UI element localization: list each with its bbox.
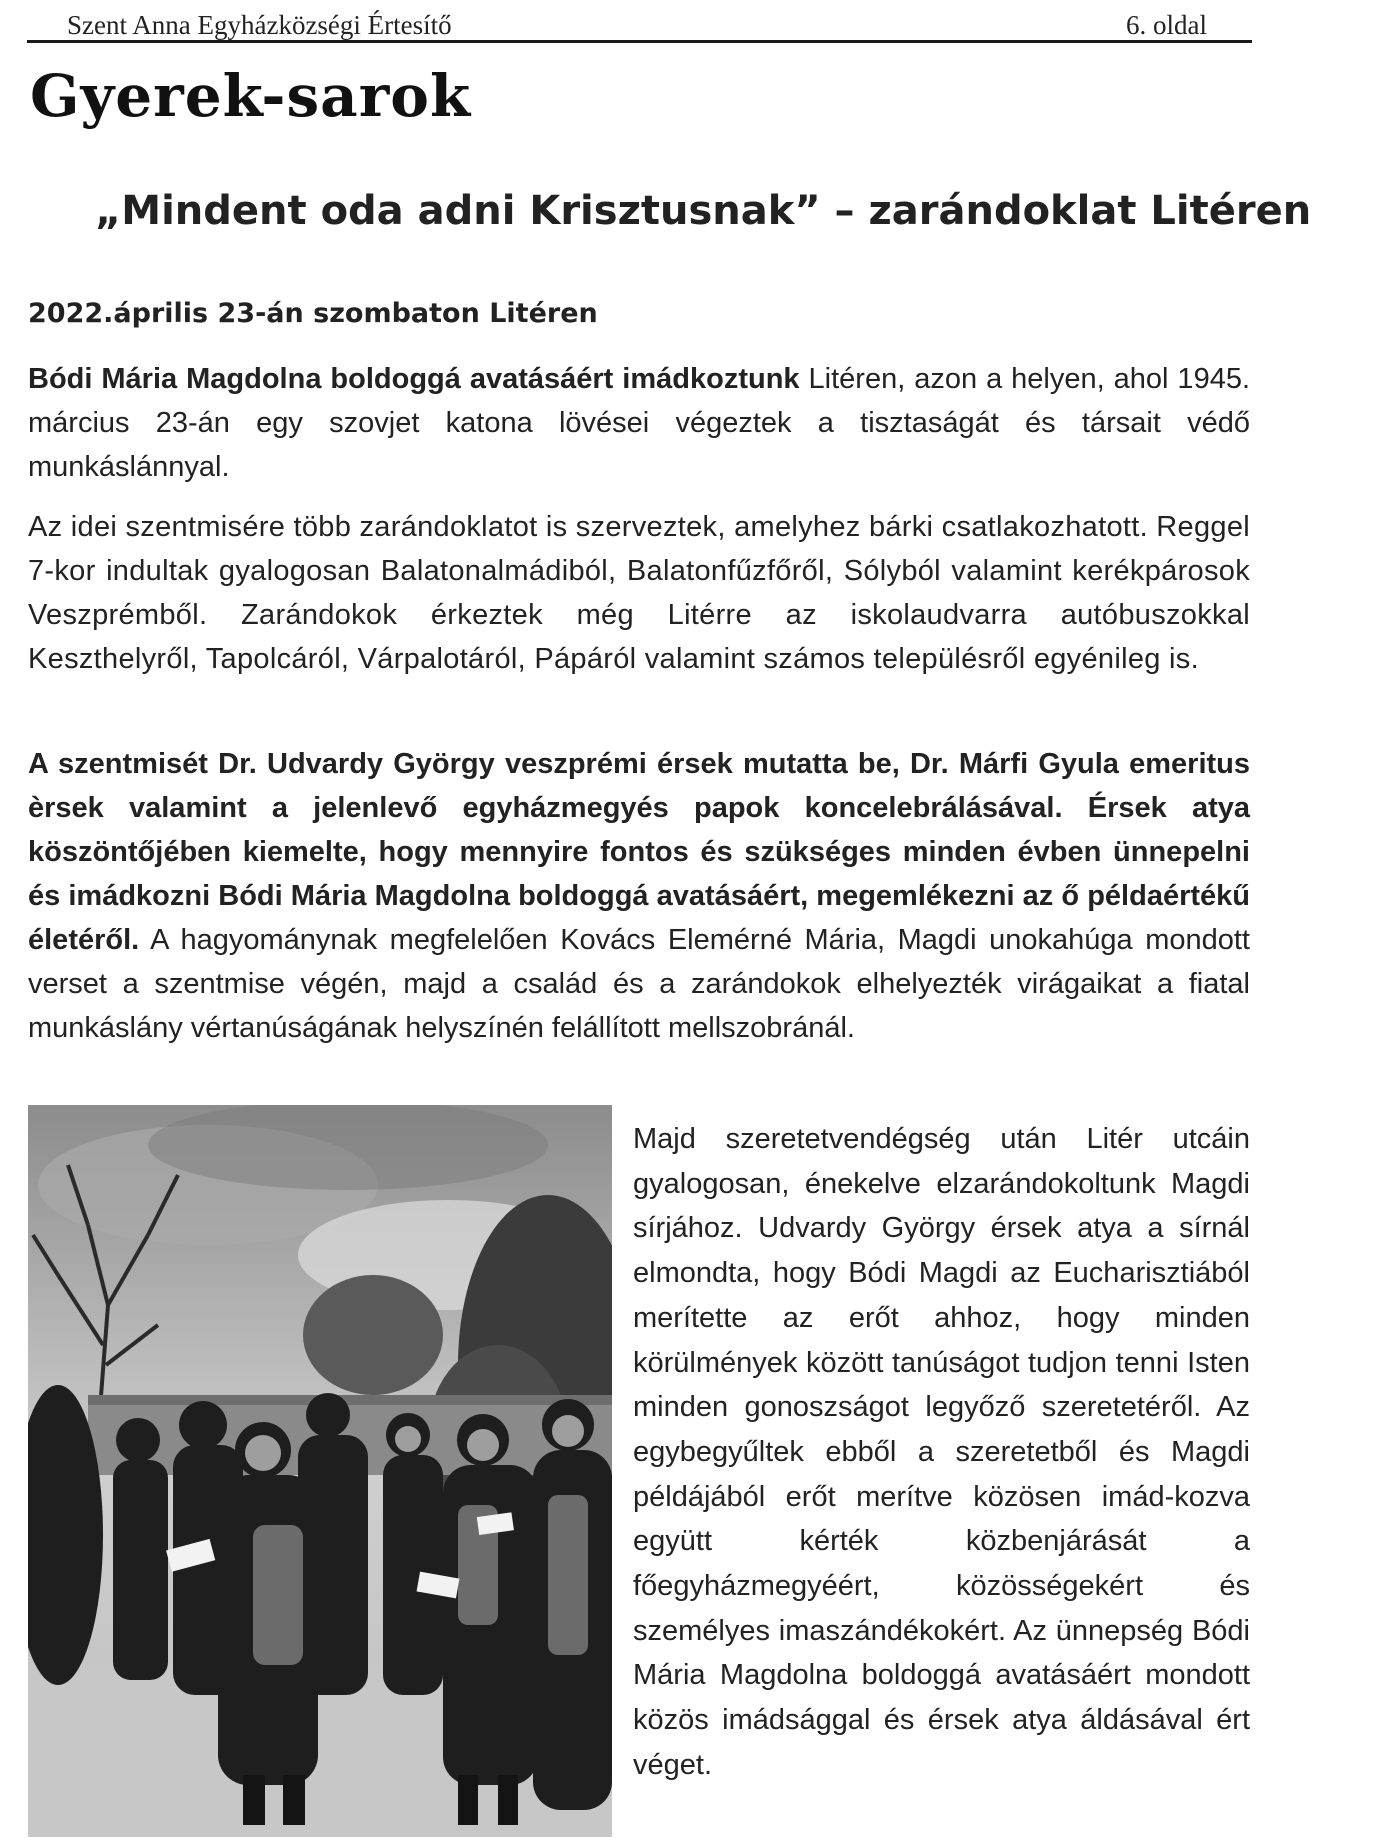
paragraph-2: Az idei szentmisére több zarándoklatot is szerveztek, amelyhez bárki csatlakozhatott. Reggel 7-kor indultak gyalogosan Balatonalmádiból, Balatonfűzfőről, Sólyból valamint kerékpárosok Veszprémből. Zarándokok érkeztek még Litérre az iskolaudvarra autóbuszokkal Keszthelyről, Tapolcáról, Várpalotáról, Pápáról valamint számos településről egyénileg is.	[28, 511, 1251, 675]
page-number: 6. oldal	[1126, 10, 1207, 40]
paragraph-4: Majd szeretetvendégség után Litér utcáin gyalogosan, énekelve elzarándokoltunk Magdi sírjához. Udvardy György érsek atya a sírnál elmondta, hogy Bódi Magdi az Eucharisztiából merítette az erőt ahhoz, hogy minden körülmények között tanúságot tudjon tenni Isten minden gonoszságot legyőző szeretetéről. Az egybegyűltek ebből a szeretetből és Magdi példájából erőt merítve közösen imád-kozva együtt kérték közbenjárását a főegyházmegyéért, közösségekért és személyes imaszándékokért. Az ünnepség Bódi Mária Magdolna boldoggá avatásáért mondott közös imádsággal és érsek atya áldásával ért véget.	[633, 1123, 1250, 1781]
pilgrims-photo	[28, 1105, 612, 1837]
section-title: Gyerek-sarok	[30, 62, 472, 130]
paragraph-1-text: Litéren, azon a helyen, ahol 1945. március 23-án egy szovjet katona lövései végeztek a tisztaságát és társait védő munkáslánnyal.	[28, 363, 1251, 483]
paragraph-1	[28, 357, 1250, 489]
page-header	[27, 6, 1252, 43]
paragraph-3-text: A hagyománynak megfelelően Kovács Elemérné Mária, Magdi unokahúga mondott verset a szentmise végén, majd a család és a zarándokok elhelyezték virágaikat a fiatal munkáslány vértanúságának helyszínén felállított mellszobránál.	[28, 924, 1250, 1044]
publication-name: Szent Anna Egyházközségi Értesítő	[67, 10, 452, 40]
paragraph-3-bold: A szentmisét Dr. Udvardy György veszprémi érsek mutatta be, Dr. Márfi Gyula emeritus èrsek valamint a jelenlevő egyházmegyés papok koncelebrálásával. Érsek atya köszöntőjében kiemelte, hogy mennyire fontos és szükséges minden évben ünnepelni és imádkozni Bódi Mária Magdolna boldoggá avatásáért, megemlékezni az ő példaértékű életéről.	[28, 748, 1250, 956]
paragraph-3	[28, 742, 1250, 1050]
article-date-line: 2022.április 23-án szombaton Litéren	[28, 298, 598, 329]
paragraph-1-bold: Bódi Mária Magdolna boldoggá avatásáért imádkoztunk	[28, 363, 800, 395]
article-title: „Mindent oda adni Krisztusnak” – zarándoklat Litéren	[95, 188, 1312, 234]
